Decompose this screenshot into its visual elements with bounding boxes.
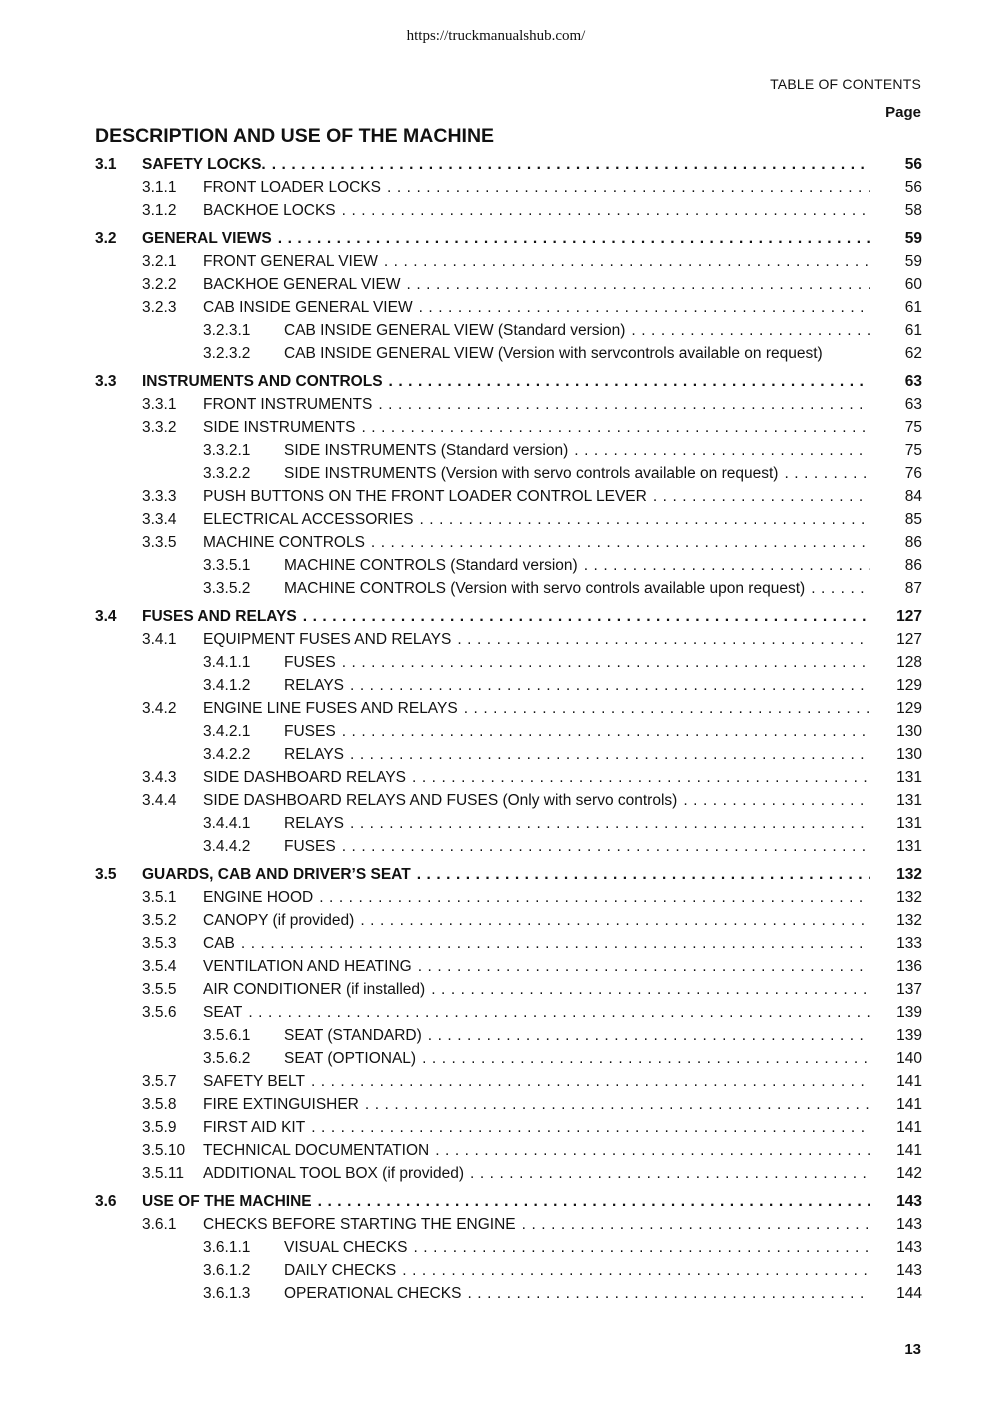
toc-entry[interactable] — [95, 416, 922, 439]
toc-entry-page: 130 — [896, 746, 922, 763]
toc-entry-title-leader — [284, 1282, 870, 1305]
toc-entry-page: 131 — [896, 838, 922, 855]
toc-entry-number: 3.5.9 — [142, 1119, 177, 1136]
toc-entry-title: SAFETY LOCKS. — [142, 156, 266, 173]
toc-entry-page: 59 — [904, 253, 922, 270]
toc-entry-page: 75 — [904, 442, 922, 459]
toc-entry-number: 3.6.1.2 — [203, 1262, 251, 1279]
toc-section — [95, 863, 922, 1185]
toc-entry-title: FUSES AND RELAYS — [142, 608, 297, 625]
toc-entry[interactable] — [95, 1190, 922, 1213]
toc-entry[interactable] — [95, 342, 922, 365]
toc-entry-title-leader — [203, 485, 870, 508]
toc-entry-title-leader — [284, 554, 870, 577]
toc-entry[interactable] — [95, 577, 922, 600]
toc-entry-number: 3.4.2.2 — [203, 746, 251, 763]
toc-entry-page: 132 — [896, 912, 922, 929]
toc-entry-page: 143 — [896, 1239, 922, 1256]
toc-entry-title: FRONT INSTRUMENTS — [203, 396, 373, 413]
toc-entry-title-leader — [142, 1190, 870, 1213]
toc-entry-page: 139 — [896, 1004, 922, 1021]
toc-entry[interactable] — [95, 1024, 922, 1047]
toc-entry-title-leader — [203, 628, 870, 651]
toc-entry-number: 3.2.3 — [142, 299, 177, 316]
toc-entry-page: 131 — [896, 815, 922, 832]
toc-entry-title: VENTILATION AND HEATING — [203, 958, 412, 975]
toc-entry-number: 3.4.2 — [142, 700, 177, 717]
toc-entry-title-leader — [203, 508, 870, 531]
toc-section — [95, 153, 922, 222]
toc-entry[interactable] — [95, 743, 922, 766]
toc-entry-title: VISUAL CHECKS — [284, 1239, 408, 1256]
toc-entry-page: 56 — [904, 156, 922, 173]
toc-entry[interactable] — [95, 176, 922, 199]
toc-entry-number: 3.3.3 — [142, 488, 177, 505]
toc-entry-number: 3.3.5 — [142, 534, 177, 551]
toc-entry-title: BACKHOE GENERAL VIEW — [203, 276, 401, 293]
table-of-contents — [95, 153, 922, 1305]
toc-entry-title-leader — [142, 153, 870, 176]
toc-entry[interactable] — [95, 1070, 922, 1093]
toc-entry-title: FIRE EXTINGUISHER — [203, 1096, 359, 1113]
toc-entry-title: FUSES — [284, 838, 336, 855]
toc-entry-title-leader — [203, 978, 870, 1001]
toc-entry-title-leader — [203, 1070, 870, 1093]
toc-entry-number: 3.5.4 — [142, 958, 177, 975]
toc-entry-title-leader — [284, 1047, 870, 1070]
toc-entry[interactable] — [95, 863, 922, 886]
toc-entry-page: 137 — [896, 981, 922, 998]
toc-entry-title-leader — [203, 176, 870, 199]
toc-entry-title: FRONT LOADER LOCKS — [203, 179, 382, 196]
toc-entry-title-leader — [284, 439, 870, 462]
toc-entry-title-leader — [203, 296, 870, 319]
toc-entry-title-leader — [284, 812, 870, 835]
toc-entry-title-leader — [203, 789, 870, 812]
toc-entry[interactable] — [95, 932, 922, 955]
toc-entry[interactable] — [95, 153, 922, 176]
toc-entry[interactable] — [95, 955, 922, 978]
toc-entry[interactable] — [95, 1001, 922, 1024]
toc-entry-title-leader — [203, 250, 870, 273]
toc-entry-title-leader — [203, 531, 870, 554]
toc-entry-page: 61 — [904, 299, 922, 316]
toc-entry[interactable] — [95, 886, 922, 909]
toc-entry[interactable] — [95, 651, 922, 674]
toc-entry-page: 63 — [904, 373, 922, 390]
toc-entry-title: CAB — [203, 935, 235, 952]
toc-entry-number: 3.2.3.1 — [203, 322, 251, 339]
toc-entry[interactable] — [95, 1093, 922, 1116]
toc-entry-title-leader — [203, 1001, 870, 1024]
toc-entry-title: USE OF THE MACHINE — [142, 1193, 312, 1210]
toc-entry-page: 141 — [896, 1142, 922, 1159]
toc-entry[interactable] — [95, 439, 922, 462]
toc-entry[interactable] — [95, 1139, 922, 1162]
toc-entry-title: TECHNICAL DOCUMENTATION — [203, 1142, 430, 1159]
toc-entry-number: 3.4.1 — [142, 631, 177, 648]
toc-entry-title-leader — [284, 1024, 870, 1047]
toc-entry-page: 58 — [904, 202, 922, 219]
toc-entry-title: DAILY CHECKS — [284, 1262, 397, 1279]
toc-entry-page: 84 — [904, 488, 922, 505]
toc-entry-page: 86 — [904, 557, 922, 574]
toc-entry[interactable] — [95, 1047, 922, 1070]
toc-entry-page: 129 — [896, 700, 922, 717]
toc-entry[interactable] — [95, 485, 922, 508]
toc-entry-title-leader — [284, 743, 870, 766]
toc-entry[interactable] — [95, 554, 922, 577]
toc-entry-title: MACHINE CONTROLS (Version with servo controls available upon request) — [284, 580, 806, 597]
toc-entry-page: 143 — [896, 1193, 922, 1210]
toc-entry-number: 3.1 — [95, 156, 117, 173]
page-column-label: Page — [885, 104, 921, 121]
toc-entry-number: 3.2 — [95, 230, 117, 247]
toc-entry-number: 3.4 — [95, 608, 117, 625]
toc-entry-number: 3.5 — [95, 866, 117, 883]
toc-entry-number: 3.2.3.2 — [203, 345, 251, 362]
toc-entry-number: 3.6.1.3 — [203, 1285, 251, 1302]
toc-entry[interactable] — [95, 720, 922, 743]
toc-entry-title-leader — [284, 1259, 870, 1282]
toc-entry-page: 143 — [896, 1262, 922, 1279]
toc-entry-title: SEAT (OPTIONAL) — [284, 1050, 417, 1067]
toc-entry-page: 141 — [896, 1119, 922, 1136]
toc-entry-title-leader — [203, 199, 870, 222]
toc-entry-number: 3.3 — [95, 373, 117, 390]
toc-entry-title: INSTRUMENTS AND CONTROLS — [142, 373, 383, 390]
toc-entry[interactable] — [95, 296, 922, 319]
toc-entry-page: 141 — [896, 1096, 922, 1113]
toc-entry-title: CAB INSIDE GENERAL VIEW — [203, 299, 413, 316]
toc-entry-number: 3.5.3 — [142, 935, 177, 952]
toc-section — [95, 370, 922, 600]
toc-entry-title-leader — [203, 886, 870, 909]
toc-entry-title-leader — [203, 273, 870, 296]
toc-entry[interactable] — [95, 1162, 922, 1185]
toc-entry-number: 3.4.2.1 — [203, 723, 251, 740]
toc-entry-title-leader — [284, 720, 870, 743]
toc-entry-title: ENGINE LINE FUSES AND RELAYS — [203, 700, 458, 717]
toc-entry-page: 127 — [896, 608, 922, 625]
toc-entry-title: MACHINE CONTROLS (Standard version) — [284, 557, 578, 574]
toc-entry-title: FRONT GENERAL VIEW — [203, 253, 378, 270]
toc-entry-number: 3.4.4 — [142, 792, 177, 809]
toc-entry-title-leader — [284, 835, 870, 858]
toc-entry-title: SAFETY BELT — [203, 1073, 305, 1090]
toc-entry-page: 86 — [904, 534, 922, 551]
toc-entry-number: 3.1.2 — [142, 202, 177, 219]
toc-entry-title: RELAYS — [284, 815, 345, 832]
toc-entry-title-leader — [284, 651, 870, 674]
toc-entry-number: 3.5.6 — [142, 1004, 177, 1021]
toc-entry-number: 3.3.2.1 — [203, 442, 251, 459]
toc-entry-title: CAB INSIDE GENERAL VIEW (Version with servcontrols available on request) — [284, 345, 823, 362]
toc-entry-number: 3.6.1.1 — [203, 1239, 251, 1256]
toc-entry-number: 3.3.5.2 — [203, 580, 251, 597]
toc-entry[interactable] — [95, 319, 922, 342]
toc-label: TABLE OF CONTENTS — [770, 76, 921, 92]
toc-entry[interactable] — [95, 1116, 922, 1139]
toc-entry[interactable] — [95, 628, 922, 651]
toc-entry-title-leader — [203, 955, 870, 978]
toc-entry-title: SIDE DASHBOARD RELAYS AND FUSES (Only with servo controls) — [203, 792, 678, 809]
toc-entry[interactable] — [95, 766, 922, 789]
toc-entry-title-leader — [284, 462, 870, 485]
toc-entry-page: 130 — [896, 723, 922, 740]
toc-entry-title: SEAT (STANDARD) — [284, 1027, 422, 1044]
toc-entry-title: BACKHOE LOCKS — [203, 202, 336, 219]
toc-entry-number: 3.3.5.1 — [203, 557, 251, 574]
toc-entry-number: 3.4.3 — [142, 769, 177, 786]
toc-entry-page: 143 — [896, 1216, 922, 1233]
page-number: 13 — [904, 1341, 921, 1358]
toc-entry[interactable] — [95, 1213, 922, 1236]
toc-entry-title: CAB INSIDE GENERAL VIEW (Standard version) — [284, 322, 626, 339]
toc-entry[interactable] — [95, 508, 922, 531]
toc-entry-number: 3.2.1 — [142, 253, 177, 270]
toc-entry-title-leader — [203, 1213, 870, 1236]
toc-entry-title-leader — [203, 1139, 870, 1162]
toc-entry-number: 3.5.5 — [142, 981, 177, 998]
toc-entry-title: SIDE DASHBOARD RELAYS — [203, 769, 406, 786]
toc-entry-number: 3.5.2 — [142, 912, 177, 929]
toc-entry-title: FIRST AID KIT — [203, 1119, 306, 1136]
toc-entry-title-leader — [284, 674, 870, 697]
toc-entry-title: RELAYS — [284, 677, 345, 694]
toc-entry-number: 3.6.1 — [142, 1216, 177, 1233]
toc-entry-number: 3.3.2.2 — [203, 465, 251, 482]
toc-entry-page: 141 — [896, 1073, 922, 1090]
toc-entry-page: 139 — [896, 1027, 922, 1044]
toc-entry[interactable] — [95, 909, 922, 932]
toc-entry-title: SIDE INSTRUMENTS — [203, 419, 356, 436]
toc-entry-title-leader — [203, 416, 870, 439]
toc-entry-title: PUSH BUTTONS ON THE FRONT LOADER CONTROL LEVER — [203, 488, 647, 505]
toc-entry[interactable] — [95, 531, 922, 554]
toc-entry-title-leader — [284, 577, 870, 600]
toc-entry-title-leader — [284, 319, 870, 342]
toc-entry-number: 3.5.11 — [142, 1165, 184, 1182]
toc-entry-number: 3.4.4.2 — [203, 838, 251, 855]
toc-entry-page: 76 — [904, 465, 922, 482]
toc-entry-page: 61 — [904, 322, 922, 339]
toc-entry[interactable] — [95, 1282, 922, 1305]
toc-entry-title-leader — [142, 370, 870, 393]
toc-entry-title-leader — [284, 342, 870, 365]
toc-entry-page: 131 — [896, 769, 922, 786]
toc-section — [95, 605, 922, 858]
toc-entry-page: 144 — [896, 1285, 922, 1302]
toc-entry-page: 128 — [896, 654, 922, 671]
toc-entry-number: 3.2.2 — [142, 276, 177, 293]
toc-entry-page: 75 — [904, 419, 922, 436]
toc-entry[interactable] — [95, 697, 922, 720]
toc-entry-title: RELAYS — [284, 746, 345, 763]
toc-entry-title: EQUIPMENT FUSES AND RELAYS — [203, 631, 452, 648]
toc-entry-title-leader — [203, 932, 870, 955]
toc-entry-number: 3.5.6.1 — [203, 1027, 251, 1044]
toc-entry[interactable] — [95, 1259, 922, 1282]
toc-entry-title-leader — [203, 766, 870, 789]
toc-entry-title: SIDE INSTRUMENTS (Standard version) — [284, 442, 569, 459]
toc-entry-page: 63 — [904, 396, 922, 413]
toc-entry-title-leader — [203, 1116, 870, 1139]
toc-entry-title: AIR CONDITIONER (if installed) — [203, 981, 426, 998]
toc-entry[interactable] — [95, 199, 922, 222]
toc-entry-title-leader — [142, 227, 870, 250]
toc-entry[interactable] — [95, 250, 922, 273]
toc-entry-title: OPERATIONAL CHECKS — [284, 1285, 462, 1302]
toc-entry[interactable] — [95, 393, 922, 416]
toc-entry-title: CHECKS BEFORE STARTING THE ENGINE — [203, 1216, 516, 1233]
toc-entry-title-leader — [284, 1236, 870, 1259]
toc-entry-page: 142 — [896, 1165, 922, 1182]
toc-entry-title: ENGINE HOOD — [203, 889, 314, 906]
toc-entry-number: 3.5.1 — [142, 889, 177, 906]
toc-entry-title: GUARDS, CAB AND DRIVER’S SEAT — [142, 866, 411, 883]
toc-entry-page: 87 — [904, 580, 922, 597]
toc-entry-title: MACHINE CONTROLS — [203, 534, 365, 551]
toc-entry-page: 132 — [896, 866, 922, 883]
toc-entry-number: 3.5.8 — [142, 1096, 177, 1113]
toc-entry-number: 3.3.1 — [142, 396, 177, 413]
toc-entry[interactable] — [95, 370, 922, 393]
toc-entry[interactable] — [95, 462, 922, 485]
toc-entry[interactable] — [95, 605, 922, 628]
toc-entry[interactable] — [95, 835, 922, 858]
toc-entry-page: 62 — [904, 345, 922, 362]
toc-entry[interactable] — [95, 812, 922, 835]
toc-entry-title-leader — [203, 697, 870, 720]
toc-entry[interactable] — [95, 789, 922, 812]
toc-entry-page: 132 — [896, 889, 922, 906]
toc-entry-number: 3.3.2 — [142, 419, 177, 436]
toc-entry-page: 59 — [904, 230, 922, 247]
toc-entry-title-leader — [203, 1162, 870, 1185]
toc-entry-number: 3.4.1.2 — [203, 677, 251, 694]
toc-entry[interactable] — [95, 978, 922, 1001]
document-title: DESCRIPTION AND USE OF THE MACHINE — [95, 125, 495, 147]
toc-entry-title: SEAT — [203, 1004, 243, 1021]
toc-section — [95, 227, 922, 365]
toc-entry-title: GENERAL VIEWS — [142, 230, 272, 247]
toc-entry[interactable] — [95, 227, 922, 250]
toc-entry[interactable] — [95, 273, 922, 296]
toc-entry-number: 3.5.6.2 — [203, 1050, 251, 1067]
toc-entry[interactable] — [95, 1236, 922, 1259]
toc-entry-title: ELECTRICAL ACCESSORIES — [203, 511, 414, 528]
toc-entry-title: FUSES — [284, 654, 336, 671]
toc-entry-number: 3.1.1 — [142, 179, 177, 196]
toc-section — [95, 1190, 922, 1305]
toc-entry-title-leader — [142, 605, 870, 628]
toc-entry[interactable] — [95, 674, 922, 697]
toc-entry-title-leader — [203, 909, 870, 932]
toc-entry-page: 127 — [896, 631, 922, 648]
toc-entry-title-leader — [203, 393, 870, 416]
toc-entry-number: 3.3.4 — [142, 511, 177, 528]
toc-entry-page: 56 — [904, 179, 922, 196]
toc-entry-page: 133 — [896, 935, 922, 952]
toc-entry-page: 60 — [904, 276, 922, 293]
toc-entry-page: 85 — [904, 511, 922, 528]
toc-entry-page: 129 — [896, 677, 922, 694]
toc-entry-page: 136 — [896, 958, 922, 975]
toc-entry-number: 3.5.10 — [142, 1142, 186, 1159]
toc-entry-title-leader — [142, 863, 870, 886]
toc-entry-title: ADDITIONAL TOOL BOX (if provided) — [203, 1165, 464, 1182]
toc-entry-page: 140 — [896, 1050, 922, 1067]
toc-entry-number: 3.5.7 — [142, 1073, 177, 1090]
toc-entry-number: 3.4.1.1 — [203, 654, 251, 671]
toc-entry-number: 3.4.4.1 — [203, 815, 251, 832]
toc-entry-title: SIDE INSTRUMENTS (Version with servo controls available on request) — [284, 465, 779, 482]
toc-entry-number: 3.6 — [95, 1193, 117, 1210]
toc-entry-title: FUSES — [284, 723, 336, 740]
toc-entry-page: 131 — [896, 792, 922, 809]
source-url[interactable]: https://truckmanualshub.com/ — [406, 28, 586, 44]
toc-entry-title: CANOPY (if provided) — [203, 912, 355, 929]
toc-entry-title-leader — [203, 1093, 870, 1116]
